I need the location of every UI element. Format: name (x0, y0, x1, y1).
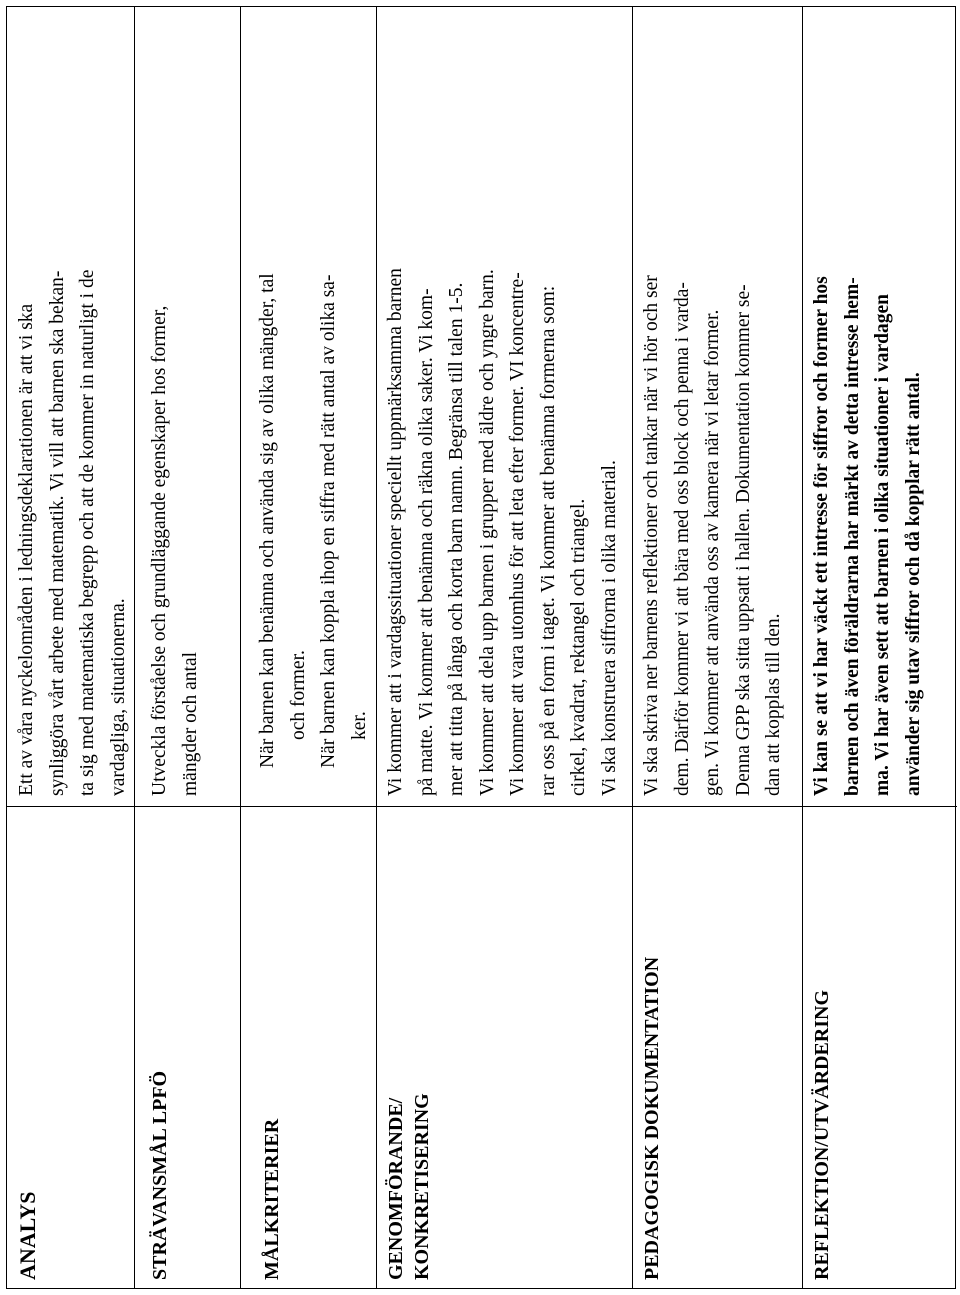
text-line: ta sig med matematiska begrepp och att de kommer in naturligt i de (77, 269, 98, 796)
row-stravansmal (135, 7, 241, 1288)
row-content (135, 7, 240, 806)
row-content (7, 7, 134, 806)
text-line: Denna GPP ska sitta uppsatt i hallen. Dokumentation kommer se- (732, 284, 754, 796)
text-line: cirkel, kvadrat, rektangel och triangel. (568, 498, 589, 796)
text-line: vardagliga, situationerna. (107, 598, 129, 796)
text-line: synliggöra vårt arbete med matematik. Vi vill att barnen ska bekan- (46, 270, 68, 796)
text-line: Utveckla förståelse och grundläggande egenskaper hos former, (149, 305, 170, 796)
text-line: rar oss på en form i taget. Vi kommer att benämna formerna som: (537, 285, 559, 796)
row-reflektion (803, 7, 957, 1288)
text-line: barnen och även föräldrarna har märkt av detta intresse hem- (841, 277, 863, 796)
row-label (377, 806, 632, 1288)
text-line: Vi kommer att dela upp barnen i grupper med äldre och yngre barn. (476, 269, 498, 796)
text-line: dan att kopplas till den. (763, 613, 784, 796)
label-line: GENOMFÖRANDE/ (385, 1097, 407, 1280)
row-analys (7, 7, 135, 1288)
text-line: Ett av våra nyckelområden i ledningsdeklarationen är att vi ska (16, 303, 37, 796)
text-line: Vi ska skriva ner barnens reflektioner och tankar när vi hör och ser (641, 275, 662, 796)
plan-table (6, 6, 956, 1289)
row-label: PEDAGOGISK DOKUMENTATION (633, 806, 802, 1288)
row-content (633, 7, 802, 806)
text-line: När barnen kan benämna och använda sig av olika mängder, tal (257, 273, 278, 768)
row-content (803, 7, 957, 806)
row-label: REFLEKTION/UTVÄRDERING (803, 806, 957, 1288)
row-label: STRÄVANSMÅL LPFÖ (135, 806, 240, 1288)
text-line: gen. Vi kommer att använda oss av kamera när vi letar former. (702, 309, 723, 796)
row-pedagogisk-dokumentation (633, 7, 803, 1288)
row-genomforande (377, 7, 633, 1288)
text-line: använder sig utav siffror och då kopplar rätt antal. (902, 372, 924, 796)
row-content (377, 7, 632, 806)
text-line: Vi kan se att vi har väckt ett intresse för siffror och former hos (811, 276, 832, 796)
row-content (241, 7, 376, 806)
text-line: mer att titta på långa och korta barn namn. Begränsa till talen 1-5. (446, 282, 467, 796)
text-line: Vi ska konstruera siffrorna i olika material. (598, 460, 620, 796)
text-line: ma. Vi har även sett att barnen i olika situationer i vardagen (872, 294, 893, 796)
text-line: ker. (348, 711, 370, 740)
row-label: MÅLKRITERIER (241, 806, 376, 1288)
text-line: dem. Därför kommer vi att bära med oss block och penna i varda- (671, 282, 693, 796)
label-line: KONKRETISERING (411, 1093, 433, 1280)
text-line: mängder och antal (179, 651, 201, 796)
text-line: Vi kommer att i vardagssituationer speciellt uppmärksamma barnen (385, 268, 406, 796)
row-label: ANALYS (7, 806, 134, 1288)
text-line: Vi kommer att vara utomhus för att leta efter former. VI koncentre- (507, 272, 528, 796)
text-line: När barnen kan koppla ihop en siffra med rätt antal av olika sa- (318, 274, 339, 768)
row-malkriterier (241, 7, 377, 1288)
text-line: och former. (287, 650, 309, 740)
text-line: på matte. Vi kommer att benämna och räkna olika saker. Vi kom- (415, 288, 437, 796)
